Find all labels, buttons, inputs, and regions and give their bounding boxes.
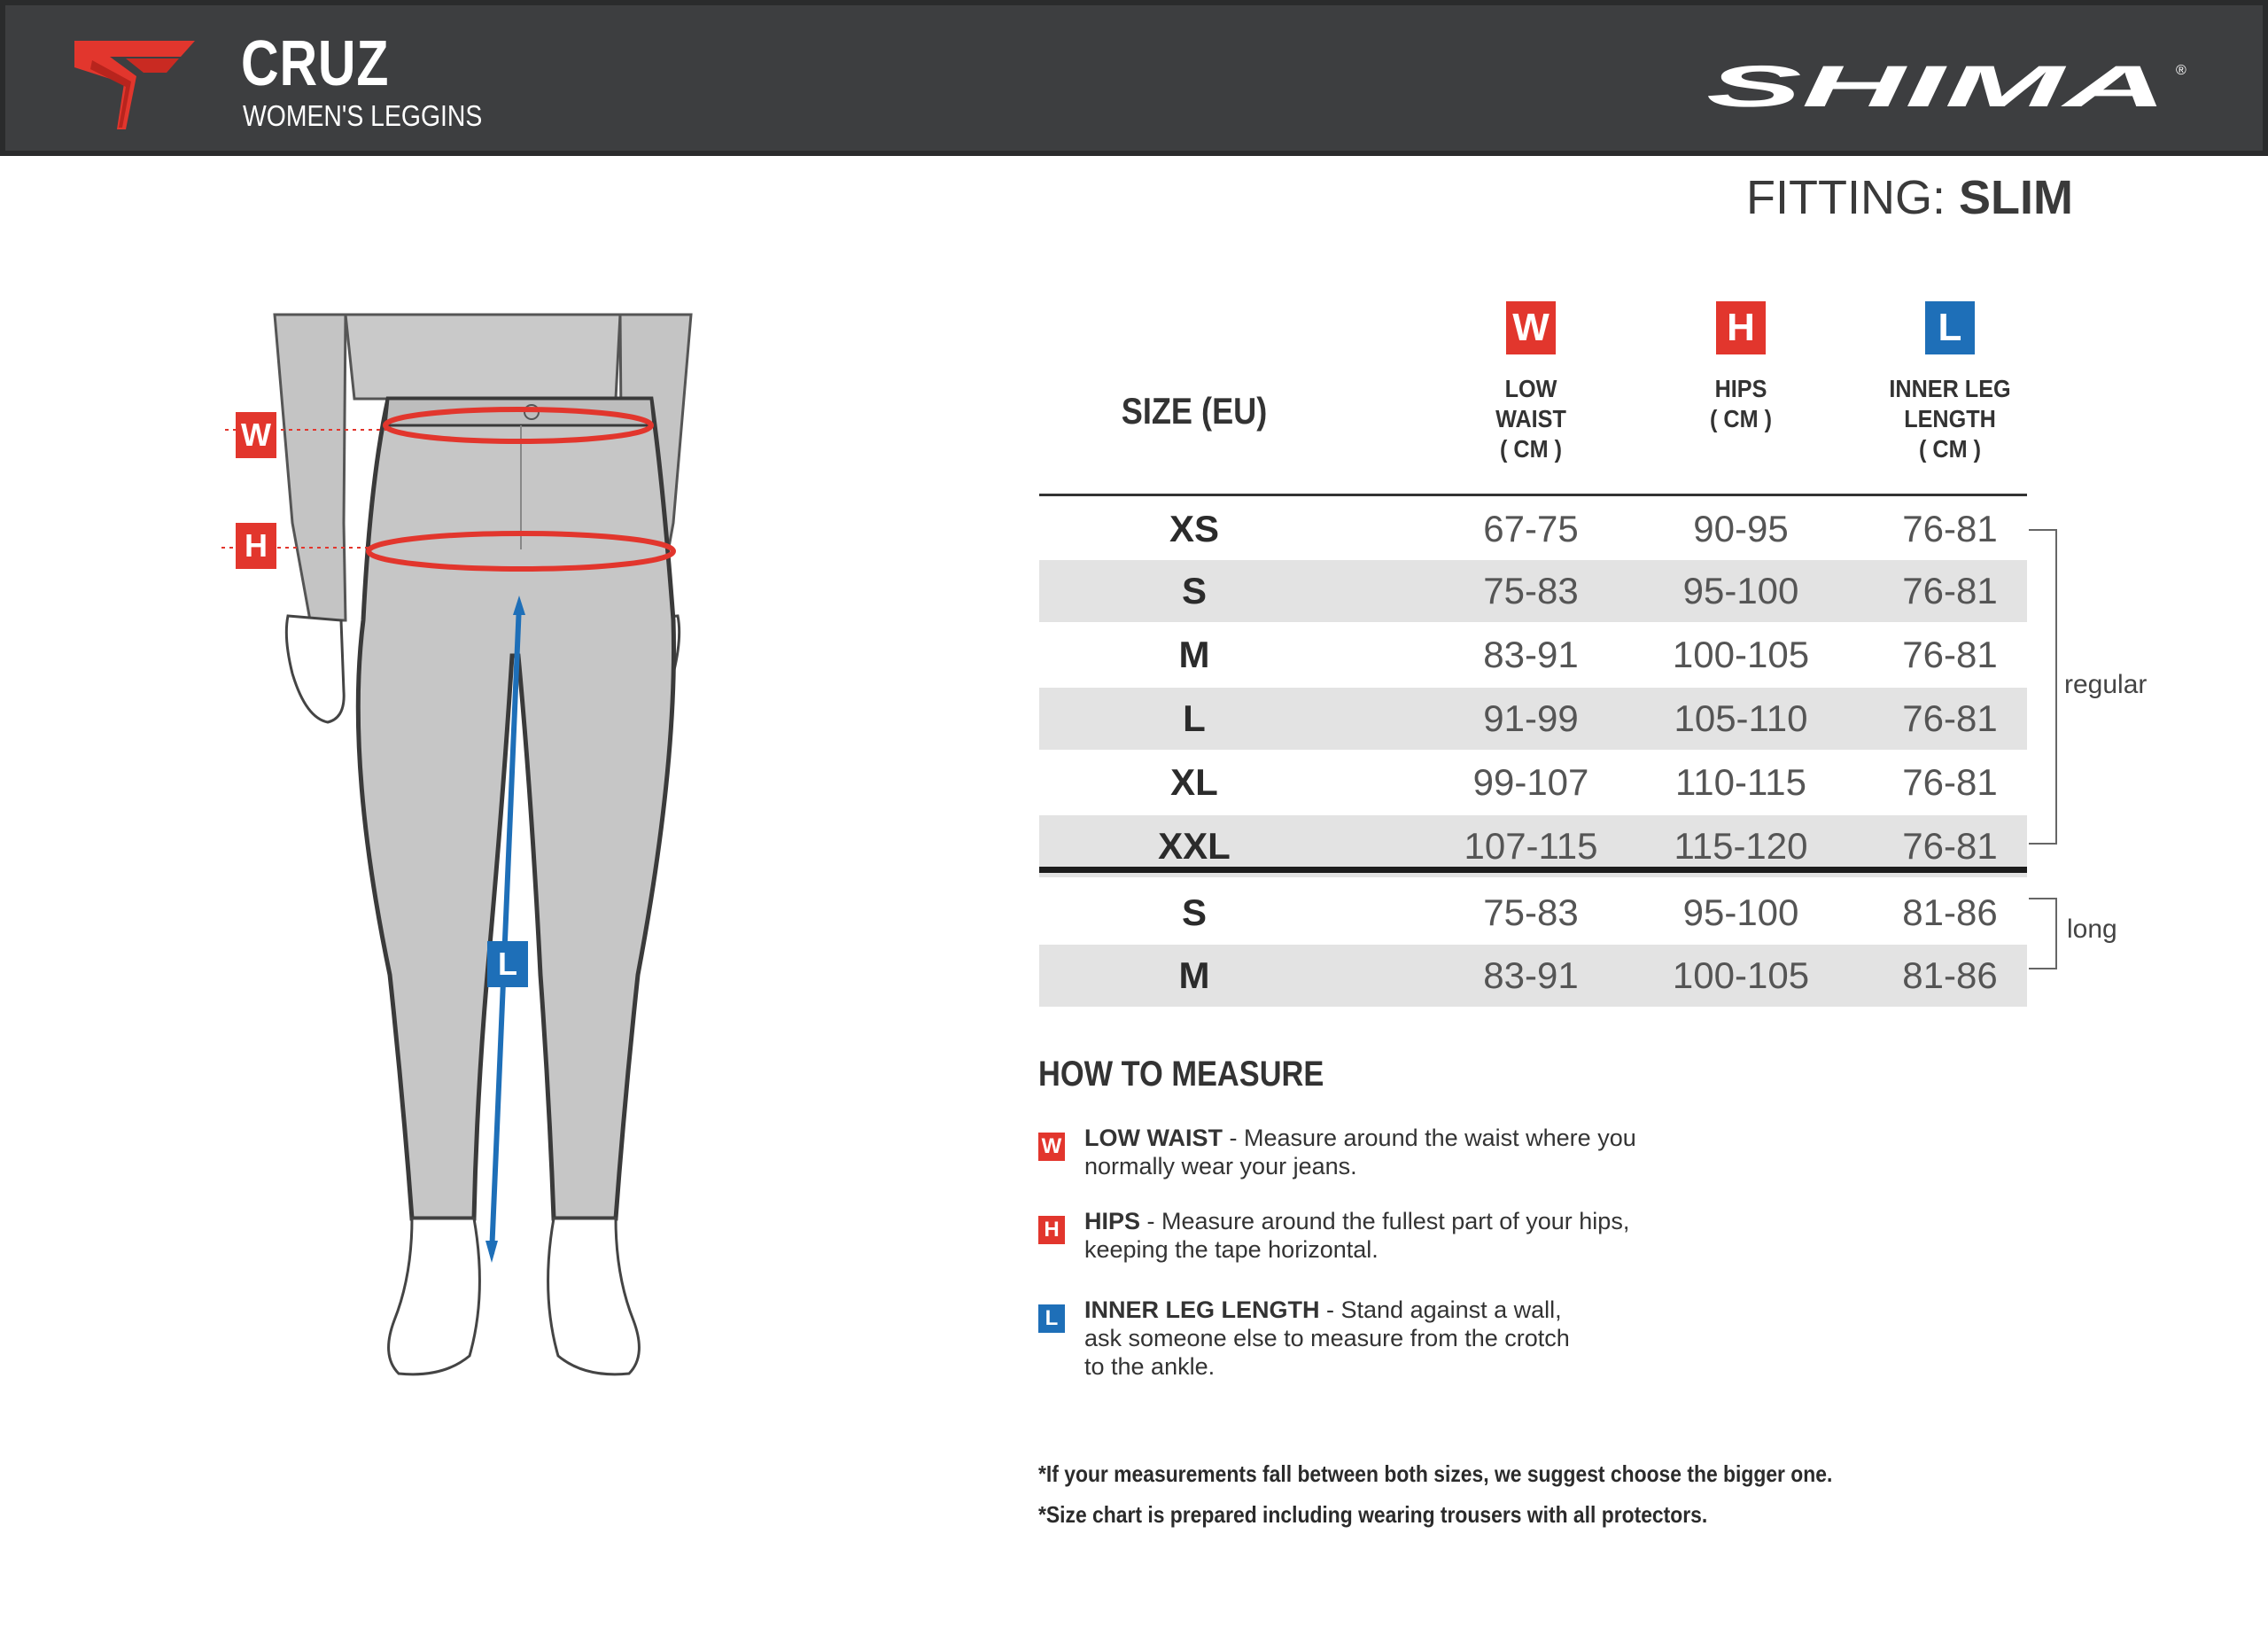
leg-cell: 81-86 — [1902, 891, 1998, 933]
shima-s-logo-icon — [74, 41, 195, 129]
waist-cell: 99-107 — [1472, 761, 1589, 803]
hips-cell: 110-115 — [1675, 761, 1806, 803]
fitting-prefix: FITTING: — [1746, 171, 1946, 224]
size-cell: XL — [1170, 761, 1218, 803]
hips-cell: 100-105 — [1672, 954, 1810, 996]
leggings-figure — [221, 301, 780, 1391]
header-divider — [1039, 494, 2027, 496]
size-column-header: SIZE (EU) — [1121, 390, 1268, 432]
waist-cell: 107-115 — [1464, 825, 1598, 867]
hips-cell: 115-120 — [1674, 825, 1808, 867]
table-row — [1039, 624, 2027, 686]
leg-column-label: INNER LEG LENGTH ( CM ) — [1889, 375, 2011, 463]
shima-wordmark-logo — [1706, 60, 2202, 110]
brand-name: SHIMA — [1706, 60, 2167, 110]
table-row — [1039, 498, 2027, 560]
fitting-value: SLIM — [1959, 171, 2073, 224]
waist-cell: 75-83 — [1483, 891, 1579, 933]
hips-column-header — [1643, 301, 1838, 434]
hips-cell: 95-100 — [1682, 891, 1799, 933]
hips-badge: H — [1716, 301, 1766, 354]
how-to-measure-title: HOW TO MEASURE — [1038, 1055, 1324, 1094]
hips-cell: 90-95 — [1693, 508, 1789, 549]
waist-cell: 83-91 — [1483, 634, 1579, 675]
leg-cell: 81-86 — [1902, 954, 1998, 996]
waist-badge: W — [1506, 301, 1556, 354]
table-row — [1039, 751, 2027, 814]
howto-waist-badge: W — [1038, 1133, 1065, 1161]
page-header — [0, 0, 2268, 156]
leg-cell: 76-81 — [1902, 634, 1998, 675]
leg-column-header — [1852, 301, 2047, 464]
long-label: long — [2067, 915, 2117, 944]
long-bracket — [2029, 898, 2057, 969]
product-subtitle: WOMEN'S LEGGINS — [243, 99, 483, 132]
table-row — [1039, 560, 2027, 622]
waist-column-header — [1433, 301, 1628, 464]
howto-leg-text: INNER LEG LENGTH - Stand against a wall, ask someone else to measure from the crotch to the ankle. — [1084, 1296, 1570, 1380]
table-row — [1039, 882, 2027, 944]
waist-cell: 91-99 — [1483, 697, 1579, 739]
howto-hips-badge: H — [1038, 1216, 1065, 1244]
size-cell: S — [1181, 891, 1207, 933]
note-between-sizes: *If your measurements fall between both sizes, we suggest choose the bigger one. — [1038, 1460, 1833, 1487]
product-title: CRUZ — [241, 28, 390, 99]
registered-mark: ® — [2176, 63, 2186, 78]
table-row — [1039, 688, 2027, 750]
size-cell: XXL — [1158, 825, 1231, 867]
waist-cell: 67-75 — [1483, 508, 1579, 549]
regular-bracket — [2029, 529, 2057, 845]
figure-hips-badge: H — [236, 523, 276, 569]
hips-column-label: HIPS ( CM ) — [1709, 375, 1772, 432]
fitting-label — [1746, 171, 2073, 224]
waist-cell: 75-83 — [1483, 570, 1579, 611]
hips-cell: 105-110 — [1674, 697, 1808, 739]
leg-cell: 76-81 — [1902, 570, 1998, 611]
leg-badge: L — [1925, 301, 1975, 354]
size-cell: M — [1178, 634, 1210, 675]
note-protectors: *Size chart is prepared including wearing trousers with all protectors. — [1038, 1501, 1708, 1528]
section-divider — [1039, 867, 2027, 873]
size-cell: S — [1181, 570, 1207, 611]
leg-cell: 76-81 — [1902, 825, 1998, 867]
figure-leg-badge: L — [487, 941, 528, 987]
hips-cell: 100-105 — [1672, 634, 1810, 675]
figure-waist-badge: W — [236, 412, 276, 458]
size-cell: L — [1183, 697, 1206, 739]
waist-column-label: LOW WAIST ( CM ) — [1495, 375, 1566, 463]
size-cell: XS — [1169, 508, 1220, 549]
size-cell: M — [1178, 954, 1210, 996]
leg-cell: 76-81 — [1902, 761, 1998, 803]
howto-hips-text: HIPS - Measure around the fullest part of your hips, keeping the tape horizontal. — [1084, 1208, 1630, 1263]
leg-cell: 76-81 — [1902, 697, 1998, 739]
leg-cell: 76-81 — [1902, 508, 1998, 549]
table-row — [1039, 945, 2027, 1007]
regular-label: regular — [2064, 670, 2148, 699]
howto-waist-text: LOW WAIST - Measure around the waist where you normally wear your jeans. — [1084, 1125, 1636, 1180]
waist-cell: 83-91 — [1483, 954, 1579, 996]
howto-leg-badge: L — [1038, 1304, 1065, 1333]
hips-cell: 95-100 — [1682, 570, 1799, 611]
